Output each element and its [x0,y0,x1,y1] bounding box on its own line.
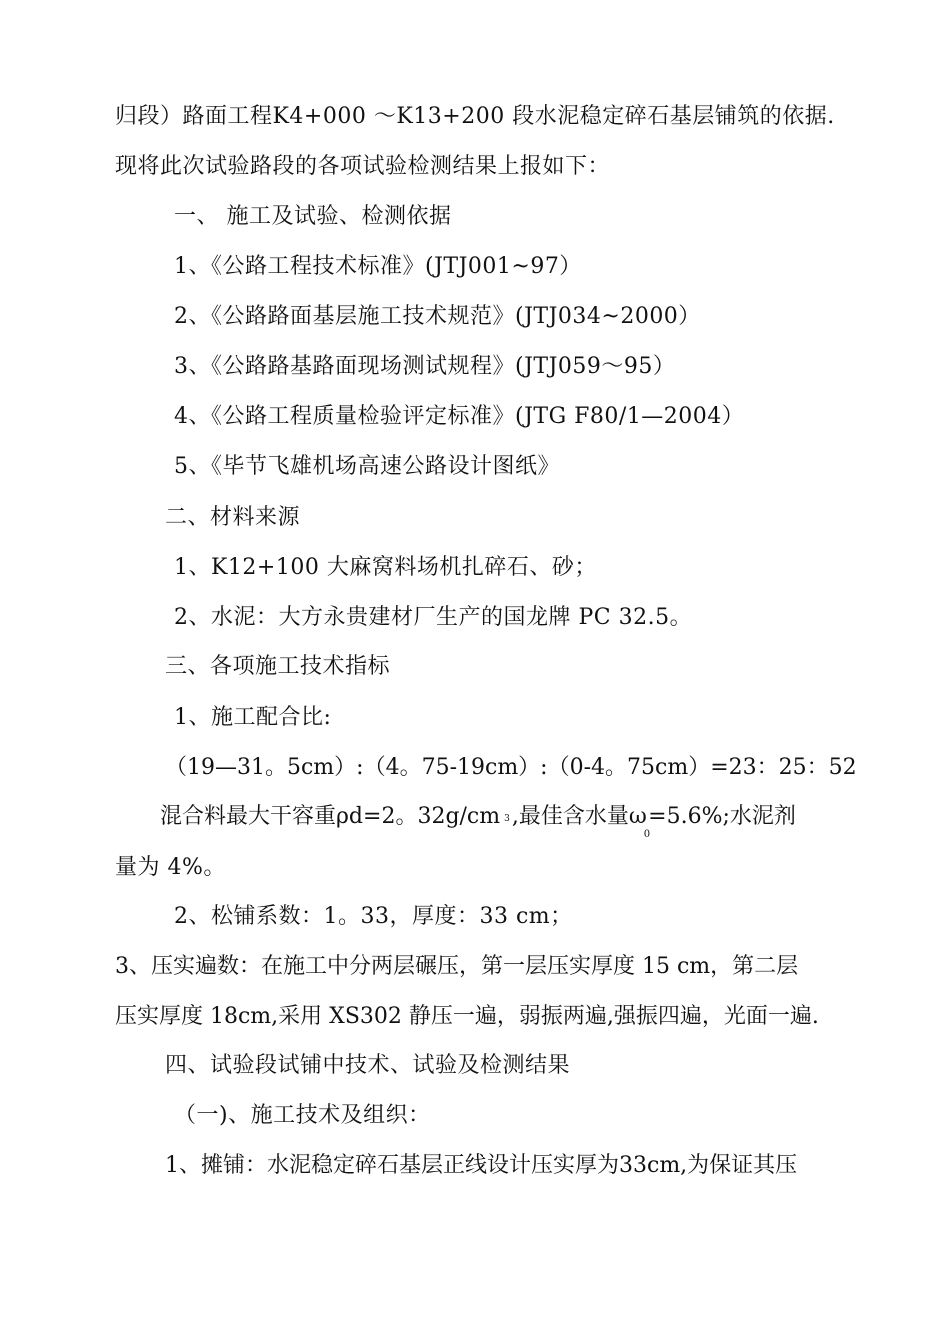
reference-item-5: 5、《毕节飞雄机场高速公路设计图纸》 [174,454,560,479]
material-item-2: 2、水泥：大方永贵建材厂生产的国龙牌 PC 32.5。 [174,605,693,630]
density-text: 混合料最大干容重ρd=2。32g/cm [160,804,501,829]
material-item-1: 1、K12+100 大麻窝料场机扎碎石、砂； [174,555,597,580]
reference-item-2: 2、《公路路面基层施工技术规范》(JTJ034~2000） [174,304,701,329]
text-line-2: 现将此次试验路段的各项试验检测结果上报如下： [115,154,611,179]
section-heading-4: 四、试验段试铺中技术、试验及检测结果 [165,1053,571,1078]
paving-item-1: 1、摊铺：水泥稳定碎石基层正线设计压实厚为33cm,为保证其压 [165,1153,798,1178]
section-heading-1: 一、 施工及试验、检测依据 [174,204,452,229]
text-line-1: 归段）路面工程K4+000 ～K13+200 段水泥稳定碎石基层铺筑的依据. [115,104,835,129]
reference-item-4: 4、《公路工程质量检验评定标准》(JTG F80/1—2004） [174,404,745,429]
indicator-item-2: 2、松铺系数：1。33，厚度：33 cm； [174,904,573,929]
moisture-text: ,最佳含水量ω [511,804,647,829]
text-line-cement-dose: 量为 4%。 [115,855,226,880]
reference-item-3: 3、《公路路基路面现场测试规程》(JTJ059～95） [174,354,676,379]
subsection-heading-1: （一)、施工技术及组织： [174,1103,431,1128]
indicator-item-1: 1、施工配合比: [174,705,332,730]
section-heading-3: 三、各项施工技术指标 [165,654,391,679]
reference-item-1: 1、《公路工程技术标准》(JTJ001~97） [174,254,582,279]
cement-text: =5.6%;水泥剂 [648,804,796,829]
text-line-compaction: 压实厚度 18cm,采用 XS302 静压一遍，弱振两遍,强振四遍，光面一遍. [115,1004,819,1029]
indicator-item-3: 3、压实遍数：在施工中分两层碾压，第一层压实厚度 15 cm，第二层 [115,954,799,979]
density-superscript: 3 [504,814,510,824]
moisture-subscript: 0 [643,829,651,840]
mix-ratio-line: （19—31。5cm）:（4。75-19cm）:（0-4。75cm）=23：25：52 [165,755,857,780]
mix-density-line [160,802,796,840]
section-heading-2: 二、材料来源 [165,505,301,530]
